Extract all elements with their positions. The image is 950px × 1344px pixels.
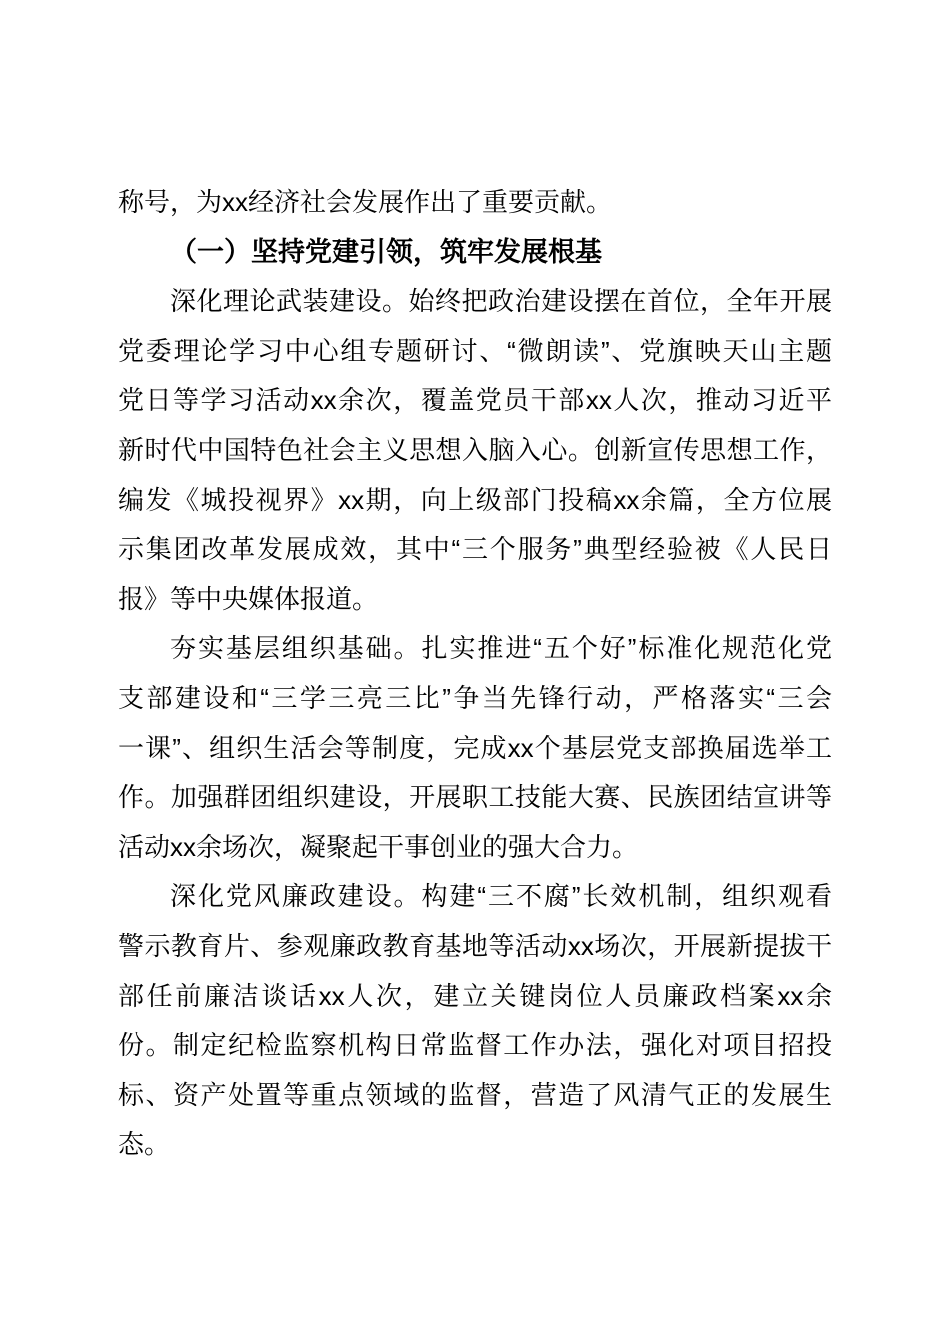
section-heading: （一）坚持党建引领，筑牢发展根基 [170, 236, 602, 267]
text-line: 党委理论学习中心组专题研讨、“微朗读”、党旗映天山主题 [118, 335, 832, 366]
text-line: 部任前廉洁谈话xx人次，建立关键岗位人员廉政档案xx余 [118, 980, 832, 1011]
paragraph [118, 872, 832, 1170]
text-line: 态。 [118, 1129, 171, 1160]
text-line: 活动xx余场次，凝聚起干事创业的强大合力。 [118, 831, 639, 862]
document-body [118, 178, 832, 1170]
text-line: 作。加强群团组织建设，开展职工技能大赛、民族团结宣讲等 [118, 782, 832, 813]
section-heading-block [118, 228, 832, 278]
paragraph [118, 277, 832, 624]
text-line: 一课”、组织生活会等制度，完成xx个基层党支部换届选举工 [118, 732, 832, 763]
text-line: 新时代中国特色社会主义思想入脑入心。创新宣传思想工作， [118, 434, 832, 465]
text-line: 支部建设和“三学三亮三比”争当先锋行动，严格落实“三会 [118, 682, 832, 713]
text-line: 报》等中央媒体报道。 [118, 583, 379, 614]
paragraph [118, 624, 832, 872]
text-line: 警示教育片、参观廉政教育基地等活动xx场次，开展新提拔干 [118, 930, 832, 961]
text-line: 编发《城投视界》xx期，向上级部门投稿xx余篇，全方位展 [118, 484, 832, 515]
text-line: 称号，为xx经济社会发展作出了重要贡献。 [118, 187, 613, 217]
text-line: 份。制定纪检监察机构日常监督工作办法，强化对项目招投 [118, 1030, 832, 1061]
text-line: 夯实基层组织基础。扎实推进“五个好”标准化规范化党 [170, 633, 832, 664]
text-line: 深化党风廉政建设。构建“三不腐”长效机制，组织观看 [170, 881, 832, 912]
text-line: 示集团改革发展成效，其中“三个服务”典型经验被《人民日 [118, 534, 832, 565]
text-line: 深化理论武装建设。始终把政治建设摆在首位，全年开展 [170, 286, 832, 317]
paragraph [118, 178, 832, 228]
text-line: 党日等学习活动xx余次，覆盖党员干部xx人次，推动习近平 [118, 385, 832, 416]
text-line: 标、资产处置等重点领域的监督，营造了风清气正的发展生 [118, 1079, 832, 1110]
